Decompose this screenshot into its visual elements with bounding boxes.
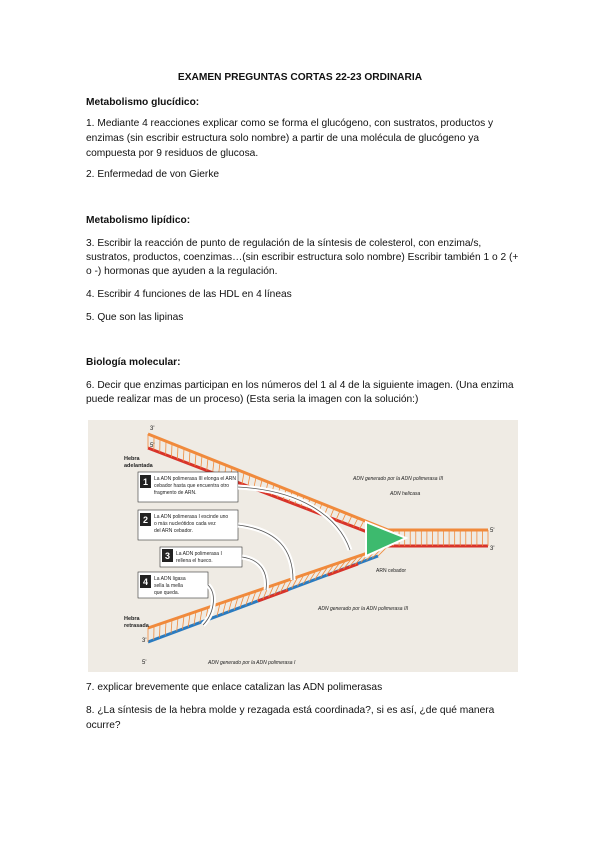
section-heading-molecular: Biología molecular: — [86, 357, 181, 368]
step-4-line-3: que queda. — [154, 590, 180, 596]
question-5: 5. Que son las lipinas — [86, 312, 184, 323]
step-3-box — [160, 547, 242, 567]
question-3-line-3: o -) hormonas que ayuden a la regulación. — [86, 266, 278, 277]
step-2-line-1: La ADN polimerasa I escinde uno — [154, 514, 229, 520]
section-heading-glucidico: Metabolismo glucídico: — [86, 97, 200, 108]
step-3-line-1: La ADN polimerasa I — [176, 551, 222, 557]
label-lagging-strand-2: retrasada — [124, 623, 149, 629]
section-heading-lipidico: Metabolismo lipídico: — [86, 215, 191, 226]
step-4-line-1: La ADN ligasa — [154, 576, 186, 582]
label-leading-strand-2: adelantada — [124, 463, 153, 469]
label-3prime-top: 3' — [150, 426, 155, 432]
step-2-line-2: o más nucleótidos cada vez — [154, 521, 216, 527]
question-1-line-2: enzimas (sin escribir estructura solo nombre) a partir de una molécula de glucógeno ya — [86, 133, 479, 144]
base-pair-rung — [172, 444, 173, 457]
label-3prime-right: 3' — [490, 546, 495, 552]
question-3-line-2: sustratos, productos, coenzimas…(sin escribir estructura solo nombre) Escribir también 1 o 2 (+ — [86, 252, 519, 263]
step-3-line-2: rellena el hueco. — [176, 558, 213, 564]
step-2-number: 2 — [142, 515, 149, 525]
step-1-number: 1 — [142, 477, 149, 487]
page-title: EXAMEN PREGUNTAS CORTAS 22-23 ORDINARIA — [177, 72, 423, 83]
step-1-line-1: La ADN polimerasa III elonga el ARN — [154, 476, 236, 482]
step-3-number: 3 — [164, 551, 171, 561]
label-5prime-right: 5' — [490, 528, 495, 534]
step-1-line-3: fragmento de ARN. — [154, 490, 197, 496]
question-2: 2. Enfermedad de von Gierke — [86, 169, 220, 180]
label-helicasa: ADN helicasa — [390, 491, 421, 497]
question-3-line-1: 3. Escribir la reacción de punto de regulación de la síntesis de colesterol, con enzima/s, — [86, 238, 482, 249]
step-4-box — [138, 572, 208, 598]
label-adn-pol1-bottom: ADN generado por la ADN polimerasa I — [208, 660, 296, 666]
label-5prime-bottom: 5' — [142, 660, 147, 666]
label-leading-strand-1: Hebra — [124, 456, 140, 462]
question-6-line-2: puede realizar mas de un proceso) (Esta seria la imagen con la solución:) — [86, 394, 419, 405]
replication-fork-figure — [88, 420, 518, 672]
question-1-line-3: compuesta por 9 residuos de glucosa. — [86, 148, 259, 159]
label-arn-cebador: ARN cebador — [376, 568, 407, 574]
question-6-line-1: 6. Decir que enzimas participan en los números del 1 al 4 de la siguiente imagen. (Una enzima — [86, 380, 514, 391]
step-2-box — [138, 510, 238, 540]
base-pair-rung — [160, 624, 161, 638]
question-8-line-1: 8. ¿La síntesis de la hebra molde y rezagada está coordinada?, si es así, ¿de qué manera — [86, 705, 495, 716]
label-adn-pol3-bottom: ADN generado por la ADN polimerasa III — [318, 606, 409, 612]
label-adn-pol3-top: ADN generado por la ADN polimerasa III — [353, 476, 444, 482]
question-8-line-2: ocurre? — [86, 720, 121, 731]
label-3prime-bottom: 3' — [142, 638, 147, 644]
question-1-line-1: 1. Mediante 4 reacciones explicar como se forma el glucógeno, con sustratos, productos y — [86, 118, 494, 129]
step-1-line-2: cebador hasta que encuentra otro — [154, 483, 230, 489]
step-4-number: 4 — [142, 577, 149, 587]
step-1-box — [138, 472, 238, 502]
question-7: 7. explicar brevemente que enlace catalizan las ADN polimerasas — [86, 682, 383, 693]
step-4-line-2: sella la mella — [154, 583, 183, 589]
question-4: 4. Escribir 4 funciones de las HDL en 4 líneas — [86, 289, 292, 300]
step-2-line-3: del ARN cebador. — [154, 528, 193, 534]
label-lagging-strand-1: Hebra — [124, 616, 140, 622]
label-5prime-top: 5' — [150, 443, 155, 449]
